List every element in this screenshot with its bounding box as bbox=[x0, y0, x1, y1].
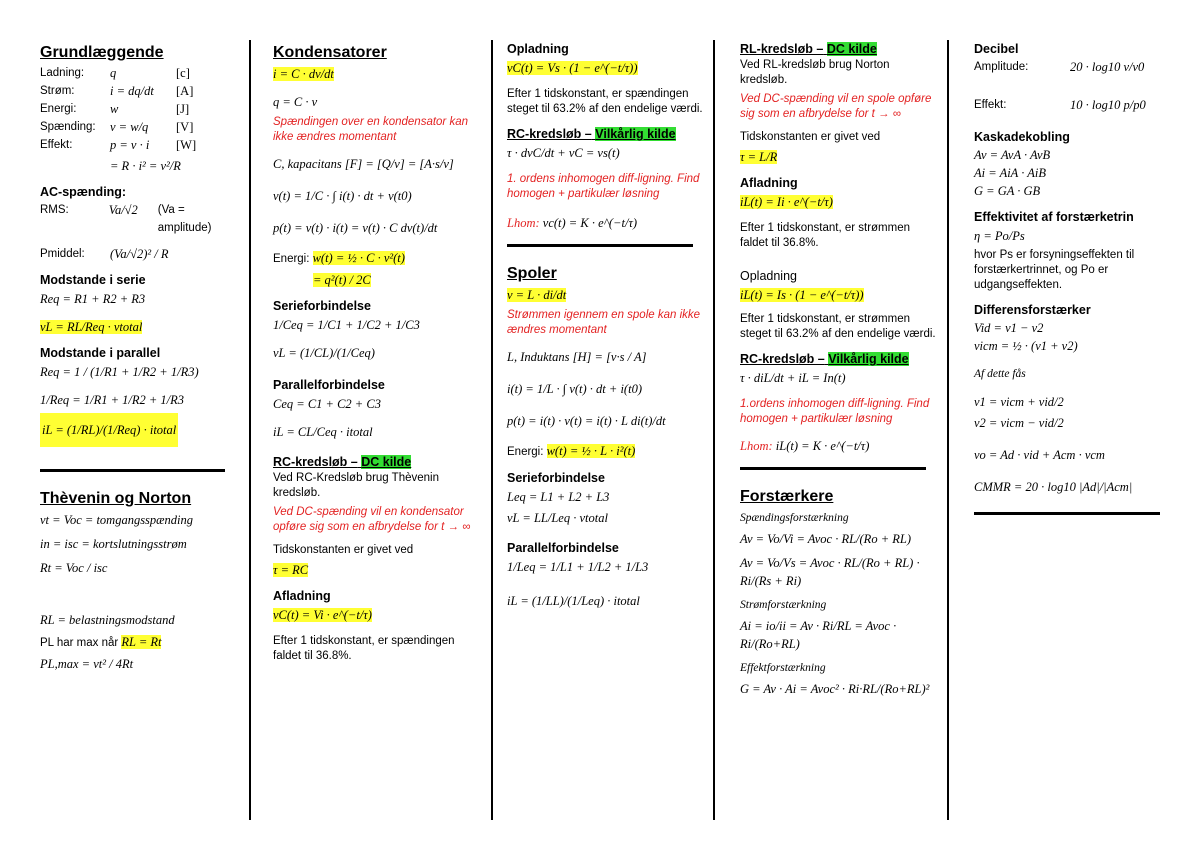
formula: Ceq = C1 + C2 + C3 bbox=[273, 397, 381, 411]
section-title-kondensatorer: Kondensatorer bbox=[273, 44, 387, 61]
rc-vilkaarlig-title: RC-kredsløb – Vilkårlig kilde bbox=[507, 127, 676, 141]
section-divider bbox=[40, 469, 225, 472]
formula: Ai = AiA · AiB bbox=[974, 166, 1046, 180]
subheading: Spændingsforstærkning bbox=[740, 512, 849, 524]
ac-title: AC-spænding: bbox=[40, 185, 127, 199]
highlighted-formula: w(t) = ½ · C · v²(t) bbox=[312, 251, 405, 265]
paragraph: Tidskonstanten er givet ved bbox=[273, 544, 414, 556]
paragraph: Efter 1 tidskonstant, er spændingen steget til 63.2% af den endelige værdi. bbox=[507, 88, 703, 115]
formula: vicm = ½ · (v1 + v2) bbox=[974, 339, 1078, 353]
highlighted-formula: τ = RC bbox=[273, 563, 309, 577]
highlighted-formula: i = C · dv/dt bbox=[273, 67, 334, 81]
section-title-spoler: Spoler bbox=[507, 265, 557, 282]
units-row: Ladning: q [c] bbox=[40, 66, 190, 80]
red-note: Spændingen over en kondensator kan ikke ændres momentant bbox=[273, 116, 469, 143]
column-divider-2 bbox=[491, 40, 493, 820]
section-title-thevenin: Thèvenin og Norton bbox=[40, 490, 192, 507]
paragraph: Efter 1 tidskonstant, er spændingen faldet til 36.8%. bbox=[273, 635, 455, 662]
formula: Req = R1 + R2 + R3 bbox=[40, 292, 146, 306]
column-divider-1 bbox=[249, 40, 251, 820]
kaskadekobling-title: Kaskadekobling bbox=[974, 130, 1070, 144]
parallelforbindelse-title: Parallelforbindelse bbox=[507, 541, 619, 555]
formula: RL = belastningsmodstand bbox=[40, 613, 175, 627]
formula: PL,max = vt² / 4Rt bbox=[40, 657, 134, 671]
formula: Rt = Voc / isc bbox=[40, 561, 108, 575]
rc-vilkaarlig-title: RC-kredsløb – Vilkårlig kilde bbox=[740, 352, 909, 366]
highlighted-formula: iL = (1/RL)/(1/Req) · itotal bbox=[40, 413, 178, 447]
paragraph: Efter 1 tidskonstant, er strømmen steget til 63.2% af den endelige værdi. bbox=[740, 313, 936, 340]
paragraph: Efter 1 tidskonstant, er strømmen faldet til 36.8%. bbox=[740, 222, 911, 249]
highlighted-formula: τ = L/R bbox=[740, 150, 778, 164]
paragraph: Ved RC-Kredsløb brug Thèvenin kredsløb. bbox=[273, 472, 439, 499]
green-highlight: DC kilde bbox=[826, 42, 877, 56]
formula: Req = 1 / (1/R1 + 1/R2 + 1/R3) bbox=[40, 365, 199, 379]
effekt-extra-formula: = R · i² = v²/R bbox=[110, 159, 181, 173]
section-divider bbox=[740, 467, 926, 470]
formula: Ai = io/ii = Av · Ri/RL = Avoc · Ri/(Ro+RL) bbox=[740, 619, 897, 651]
units-row: Spænding: v = w/q [V] bbox=[40, 120, 194, 134]
formula: CMMR = 20 · log10 |Ad|/|Acm| bbox=[974, 480, 1133, 494]
formula: Av = AvA · AvB bbox=[974, 148, 1051, 162]
highlighted-formula: w(t) = ½ · L · i²(t) bbox=[546, 444, 636, 458]
energi-row: Energi: w(t) = ½ · C · v²(t) bbox=[273, 251, 405, 265]
highlighted-formula: vC(t) = Vs · (1 − e^(−t/τ)) bbox=[507, 61, 638, 75]
formula: p(t) = v(t) · i(t) = v(t) · C dv(t)/dt bbox=[273, 221, 438, 235]
formula: vt = Voc = tomgangsspænding bbox=[40, 513, 193, 527]
highlighted-formula: vC(t) = Vi · e^(−t/τ) bbox=[273, 608, 372, 622]
units-row: Energi: w [J] bbox=[40, 102, 190, 116]
lhom-row: Lhom: vc(t) = K · e^(−t/τ) bbox=[507, 216, 638, 230]
formula: Av = Vo/Vs = Avoc · RL/(Ro + RL) · Ri/(Rs + Ri) bbox=[740, 556, 920, 588]
red-note: 1.ordens inhomogen diff-ligning. Find homogen + partikulær løsning bbox=[740, 398, 930, 425]
effektivitet-title: Effektivitet af forstærketrin bbox=[974, 210, 1134, 224]
column-decibel bbox=[974, 36, 1164, 533]
highlighted-formula: RL = Rt bbox=[121, 635, 162, 649]
formula: 1/Req = 1/R1 + 1/R2 + 1/R3 bbox=[40, 393, 185, 407]
green-highlight: Vilkårlig kilde bbox=[828, 352, 909, 366]
formula: G = GA · GB bbox=[974, 184, 1041, 198]
highlighted-formula: v = L · di/dt bbox=[507, 288, 567, 302]
green-highlight: DC kilde bbox=[361, 455, 412, 469]
formula: vo = Ad · vid + Acm · vcm bbox=[974, 448, 1105, 462]
serieforbindelse-title: Serieforbindelse bbox=[507, 471, 605, 485]
formula: Av = Vo/Vi = Avoc · RL/(Ro + RL) bbox=[740, 532, 912, 546]
formula: τ · dvC/dt + vC = vs(t) bbox=[507, 146, 620, 160]
green-highlight: Vilkårlig kilde bbox=[595, 127, 676, 141]
pmiddel-row: Pmiddel: (Va/√2)² / R bbox=[40, 247, 169, 261]
formula: in = isc = kortslutningsstrøm bbox=[40, 537, 187, 551]
section-divider bbox=[974, 512, 1160, 515]
formula: 1/Ceq = 1/C1 + 1/C2 + 1/C3 bbox=[273, 318, 420, 332]
energi-row: Energi: w(t) = ½ · L · i²(t) bbox=[507, 444, 636, 458]
afladning-title: Afladning bbox=[740, 176, 798, 190]
formula: vL = LL/Leq · vtotal bbox=[507, 511, 608, 525]
formula: q = C · v bbox=[273, 95, 318, 109]
rl-dc-title: RL-kredsløb – DC kilde bbox=[740, 42, 877, 56]
afladning-title: Afladning bbox=[273, 589, 331, 603]
opladning-title: Opladning bbox=[507, 42, 569, 56]
formula: Leq = L1 + L2 + L3 bbox=[507, 490, 610, 504]
section-title-grundlaeggende: Grundlæggende bbox=[40, 44, 164, 61]
units-row: Effekt: p = v · i [W] bbox=[40, 138, 197, 152]
rc-dc-title: RC-kredsløb – DC kilde bbox=[273, 455, 412, 469]
formula: v2 = vicm − vid/2 bbox=[974, 416, 1064, 430]
subheading: Af dette fås bbox=[974, 368, 1026, 380]
effekt-row: Effekt: 10 · log10 p/p0 bbox=[974, 98, 1146, 112]
rms-row: RMS: Va/√2 (Va = amplitude) bbox=[40, 203, 212, 234]
formula: Vid = v1 − v2 bbox=[974, 321, 1044, 335]
opladning-title: Opladning bbox=[740, 269, 797, 283]
formula: C, kapacitans [F] = [Q/v] = [A·s/v] bbox=[273, 157, 454, 171]
pl-max-row: PL har max når RL = Rt bbox=[40, 635, 162, 649]
lhom-row: Lhom: iL(t) = K · e^(−t/τ) bbox=[740, 439, 870, 453]
red-note: Ved DC-spænding vil en kondensator opføre sig som en afbrydelse for t → ∞ bbox=[273, 506, 471, 533]
formula: v(t) = 1/C · ∫ i(t) · dt + v(t0) bbox=[273, 189, 412, 203]
formula: η = Po/Ps bbox=[974, 229, 1025, 243]
highlighted-formula: iL(t) = Is · (1 − e^(−t/τ)) bbox=[740, 288, 864, 302]
serieforbindelse-title: Serieforbindelse bbox=[273, 299, 371, 313]
formula: p(t) = i(t) · v(t) = i(t) · L di(t)/dt bbox=[507, 414, 666, 428]
column-rl-forstaerkere bbox=[740, 36, 940, 701]
formula: L, Induktans [H] = [v·s / A] bbox=[507, 350, 647, 364]
parallelforbindelse-title: Parallelforbindelse bbox=[273, 378, 385, 392]
subheading: Strømforstærkning bbox=[740, 599, 827, 611]
section-title-forstaerkere: Forstærkere bbox=[740, 488, 834, 505]
formula: τ · diL/dt + iL = In(t) bbox=[740, 371, 846, 385]
subheading: Effektforstærkning bbox=[740, 662, 826, 674]
formula: vL = (1/CL)/(1/Ceq) bbox=[273, 346, 375, 360]
red-note: 1. ordens inhomogen diff-ligning. Find homogen + partikulær løsning bbox=[507, 173, 700, 200]
highlighted-formula: = q²(t) / 2C bbox=[313, 273, 371, 287]
section-divider bbox=[507, 244, 693, 247]
amplitude-row: Amplitude: 20 · log10 v/v0 bbox=[974, 60, 1145, 74]
formula: i(t) = 1/L · ∫ v(t) · dt + i(t0) bbox=[507, 382, 642, 396]
modstande-serie-title: Modstande i serie bbox=[40, 273, 146, 287]
column-spoler bbox=[507, 36, 703, 613]
red-note: Ved DC-spænding vil en spole opføre sig som en afbrydelse for t → ∞ bbox=[740, 93, 932, 120]
column-grundlaeggende bbox=[40, 36, 240, 676]
decibel-title: Decibel bbox=[974, 42, 1019, 56]
column-divider-4 bbox=[947, 40, 949, 820]
formula: iL = CL/Ceq · itotal bbox=[273, 425, 373, 439]
formula: G = Av · Ai = Avoc² · Ri·RL/(Ro+RL)² bbox=[740, 682, 930, 696]
paragraph: hvor Ps er forsyningseffekten til forstærkertrinnet, og Po er udgangseffekten. bbox=[974, 249, 1135, 291]
highlighted-formula: iL(t) = Ii · e^(−t/τ) bbox=[740, 195, 833, 209]
modstande-parallel-title: Modstande i parallel bbox=[40, 346, 161, 360]
paragraph: Ved RL-kredsløb brug Norton kredsløb. bbox=[740, 59, 890, 86]
red-note: Strømmen igennem en spole kan ikke ændres momentant bbox=[507, 309, 701, 336]
formula: v1 = vicm + vid/2 bbox=[974, 395, 1064, 409]
units-table bbox=[40, 64, 240, 175]
units-row: Strøm: i = dq/dt [A] bbox=[40, 84, 194, 98]
column-kondensatorer bbox=[273, 36, 483, 666]
paragraph: Tidskonstanten er givet ved bbox=[740, 131, 881, 143]
formula: 1/Leq = 1/L1 + 1/L2 + 1/L3 bbox=[507, 560, 649, 574]
column-divider-3 bbox=[713, 40, 715, 820]
formula: iL = (1/LL)/(1/Leq) · itotal bbox=[507, 594, 640, 608]
highlighted-formula: vL = RL/Req · vtotal bbox=[40, 320, 143, 334]
differensforstaerker-title: Differensforstærker bbox=[974, 303, 1091, 317]
